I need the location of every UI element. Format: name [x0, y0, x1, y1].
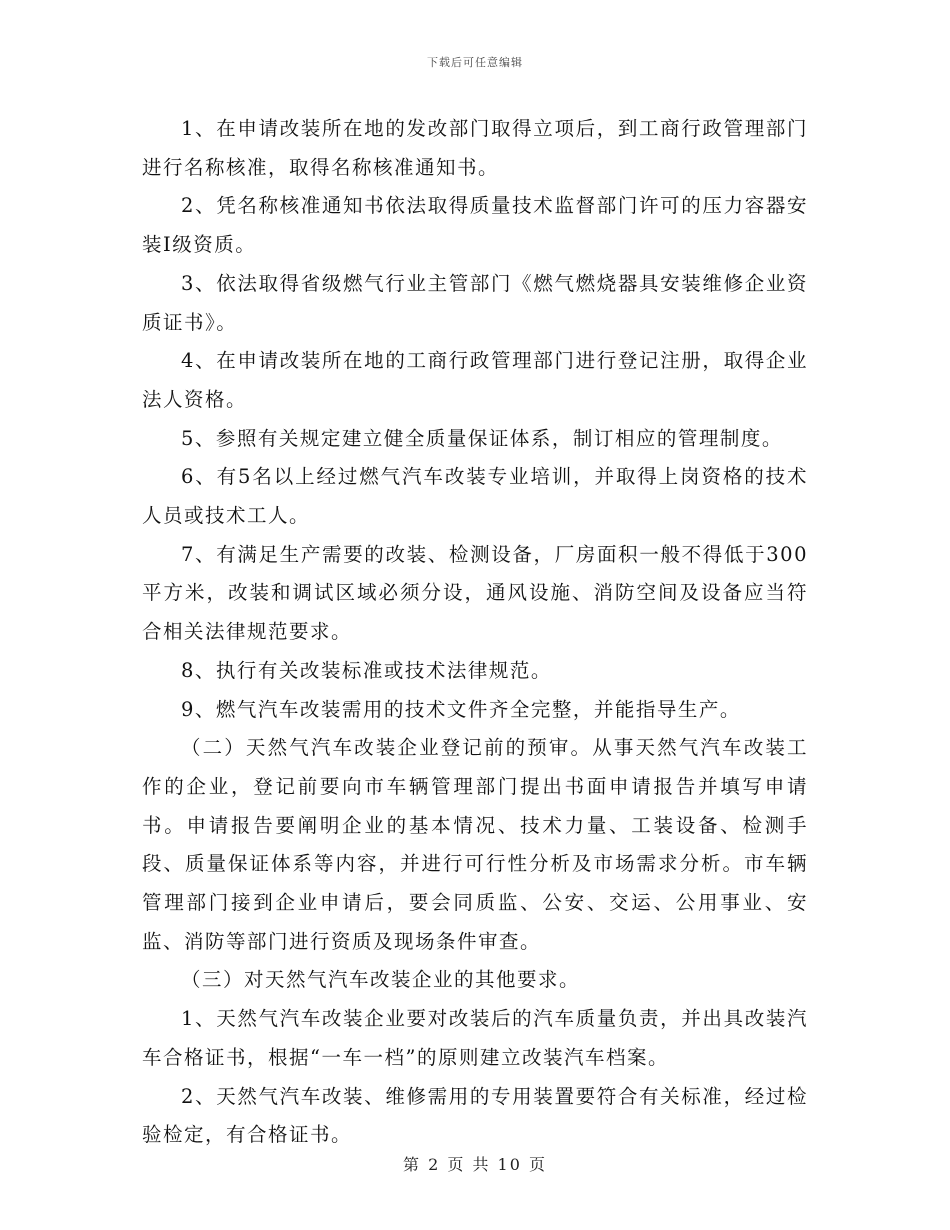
paragraph-item-3: 3、依法取得省级燃气行业主管部门《燃气燃烧器具安装维修企业资质证书》。 [142, 271, 808, 334]
document-body [142, 110, 808, 1155]
paragraph-item-9: 9、燃气汽车改装需用的技术文件齐全完整，并能指导生产。 [181, 697, 741, 721]
paragraph-item-7: 7、有满足生产需要的改装、检测设备，厂房面积一般不得低于300平方米，改装和调试区域必须分设，通风设施、消防空间及设备应当符合相关法律规范要求。 [142, 542, 808, 644]
requirement-item-2: 2、天然气汽车改装、维修需用的专用装置要符合有关标准，经过检验检定，有合格证书。 [142, 1084, 808, 1147]
paragraph-item-6: 6、有5名以上经过燃气汽车改装专业培训，并取得上岗资格的技术人员或技术工人。 [142, 465, 808, 528]
section-preliminary-review: （二）天然气汽车改装企业登记前的预审。从事天然气汽车改装工作的企业，登记前要向市车辆管理部门提出书面申请报告并填写申请书。申请报告要阐明企业的基本情况、技术力量、工装设备、检测手段、质量保证体系等内容，并进行可行性分析及市场需求分析。市车辆管理部门接到企业申请后，要会同质监、公安、交运、公用事业、安监、消防等部门进行资质及现场条件审查。 [142, 736, 808, 953]
paragraph-item-5: 5、参照有关规定建立健全质量保证体系，制订相应的管理制度。 [181, 426, 783, 450]
section-other-requirements: （三）对天然气汽车改装企业的其他要求。 [181, 968, 581, 992]
paragraph-item-8: 8、执行有关改装标准或技术法律规范。 [181, 658, 552, 682]
requirement-item-1: 1、天然气汽车改装企业要对改装后的汽车质量负责，并出具改装汽车合格证书，根据“一车一档”的原则建立改装汽车档案。 [142, 1007, 808, 1069]
paragraph-item-4: 4、在申请改装所在地的工商行政管理部门进行登记注册，取得企业法人资格。 [142, 349, 808, 411]
page-header: 下载后可任意编辑 [427, 56, 523, 69]
paragraph-item-2: 2、凭名称核准通知书依法取得质量技术监督部门许可的压力容器安装Ⅰ级资质。 [142, 194, 808, 257]
paragraph-item-1: 1、在申请改装所在地的发改部门取得立项后，到工商行政管理部门进行名称核准，取得名称核准通知书。 [142, 117, 808, 179]
page-number: 第 2 页 共 10 页 [403, 1155, 547, 1174]
